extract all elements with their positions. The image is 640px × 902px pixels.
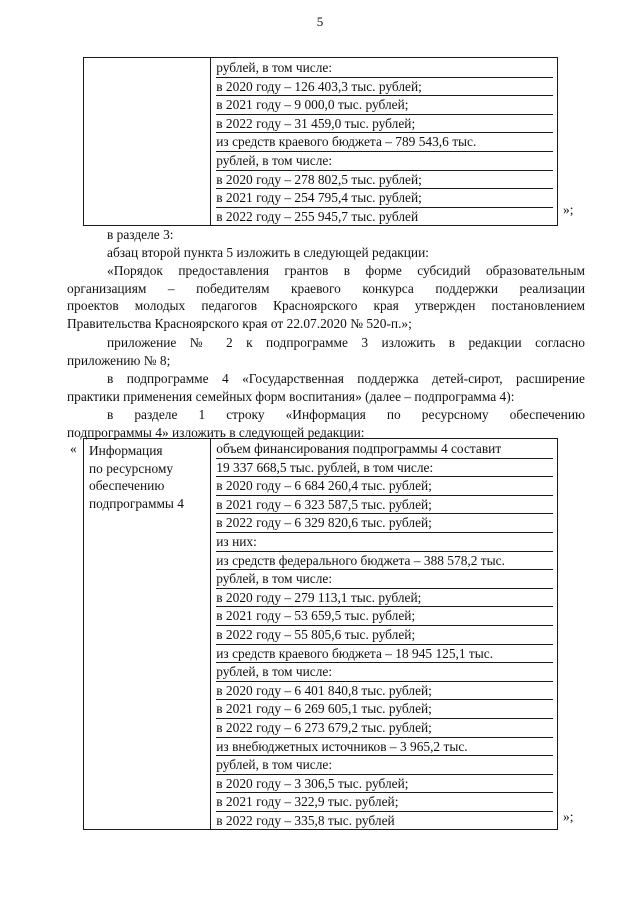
- paragraph-line: приложению № 8;: [67, 352, 171, 368]
- table1-line: из средств краевого бюджета – 789 543,6 тыс.: [216, 133, 553, 152]
- table2-line: в 2021 году – 322,9 тыс. рублей;: [216, 793, 553, 812]
- table2-line: в 2020 году – 6 401 840,8 тыс. рублей;: [216, 682, 553, 701]
- table2-line: в 2020 году – 6 684 260,4 тыс. рублей;: [216, 477, 553, 496]
- resource-table-continuation: [83, 57, 558, 226]
- paragraph-line: проектов молодых педагогов Красноярского края утвержден постановлением: [67, 298, 585, 314]
- table2-line: рублей, в том числе:: [216, 756, 553, 775]
- table1-line: рублей, в том числе:: [216, 152, 553, 171]
- table1-line: в 2022 году – 255 945,7 тыс. рублей: [216, 208, 419, 224]
- paragraph-line: организациям – победителям краевого конкурса поддержки реализации: [67, 280, 585, 296]
- paragraph-line: практики применения семейных форм воспитания» (далее – подпрограмма 4):: [67, 388, 515, 404]
- table2-line: из средств федерального бюджета – 388 578,2 тыс.: [216, 552, 553, 571]
- paragraph-line: в подпрограмме 4 «Государственная поддержка детей-сирот, расширение: [107, 371, 585, 386]
- paragraph-text: абзац второй пункта 5 изложить в следующей редакции:: [107, 245, 429, 260]
- table2-label-line: Информация: [89, 443, 163, 458]
- table2-line: рублей, в том числе:: [216, 570, 553, 589]
- table2-label-line: подпрограммы 4: [89, 495, 184, 511]
- table2-line: в 2022 году – 6 329 820,6 тыс. рублей;: [216, 514, 553, 533]
- table2-line: в 2021 году – 6 269 605,1 тыс. рублей;: [216, 700, 553, 719]
- table2-line: в 2020 году – 279 113,1 тыс. рублей;: [216, 589, 553, 608]
- table1-line: в 2021 году – 254 795,4 тыс. рублей;: [216, 189, 553, 208]
- table2-line: в 2022 году – 335,8 тыс. рублей: [216, 812, 395, 828]
- table2-label-line: по ресурсному: [89, 460, 174, 476]
- table2-label-cell: [84, 439, 211, 830]
- paragraph-text: в разделе 3:: [107, 227, 174, 242]
- table2-line: из них:: [216, 533, 553, 552]
- table2-line: объем финансирования подпрограммы 4 составит: [216, 440, 553, 459]
- paragraph-subprogram4: [67, 370, 585, 405]
- paragraph-line: в разделе 1 строку «Информация по ресурсному обеспечению: [107, 407, 585, 422]
- table2-line: в 2022 году – 6 273 679,2 тыс. рублей;: [216, 719, 553, 738]
- paragraph-order: [67, 262, 585, 332]
- table2-close-quote: »;: [563, 809, 574, 824]
- resource-table-subprogram4: [83, 438, 558, 830]
- paragraph-line: подпрограммы 4» изложить в следующей редакции:: [67, 424, 365, 440]
- table1-line: в 2022 году – 31 459,0 тыс. рублей;: [216, 115, 553, 134]
- table2-line: из внебюджетных источников – 3 965,2 тыс.: [216, 738, 553, 757]
- table1-close-quote: »;: [563, 202, 574, 217]
- table2-line: 19 337 668,5 тыс. рублей, в том числе:: [216, 459, 553, 478]
- table1-line: рублей, в том числе:: [216, 59, 553, 78]
- paragraph-line: «Порядок предоставления грантов в форме субсидий образовательным: [107, 263, 585, 278]
- table2-line: рублей, в том числе:: [216, 663, 553, 682]
- table2-line: в 2020 году – 3 306,5 тыс. рублей;: [216, 775, 553, 794]
- table2-line: в 2021 году – 53 659,5 тыс. рублей;: [216, 607, 553, 626]
- table2-value-cell: [211, 439, 558, 830]
- table1-label-cell: [84, 58, 211, 226]
- table2-label-line: обеспечению: [89, 478, 165, 494]
- paragraph-line: Правительства Красноярского края от 22.07.2020 № 520-п.»;: [67, 315, 412, 331]
- table2-lines: [211, 439, 557, 829]
- table1-line: в 2021 году – 9 000,0 тыс. рублей;: [216, 96, 553, 115]
- paragraph-section1: [67, 406, 585, 441]
- page-number: 5: [316, 14, 324, 29]
- paragraph-line: приложение № 2 к подпрограмме 3 изложить в редакции согласно: [107, 335, 585, 350]
- table1-line: в 2020 году – 278 802,5 тыс. рублей;: [216, 171, 553, 190]
- table1-line: в 2020 году – 126 403,3 тыс. рублей;: [216, 78, 553, 97]
- table2-line: из средств краевого бюджета – 18 945 125,1 тыс.: [216, 645, 553, 664]
- table2-open-quote: «: [70, 441, 77, 456]
- table2-line: в 2021 году – 6 323 587,5 тыс. рублей;: [216, 496, 553, 515]
- table1-lines: [211, 58, 557, 225]
- table1-value-cell: [211, 58, 558, 226]
- paragraph-abzac: [67, 244, 585, 262]
- table2-line: в 2022 году – 55 805,6 тыс. рублей;: [216, 626, 553, 645]
- paragraph-appendix: [67, 334, 585, 369]
- paragraph-section3: [67, 226, 585, 244]
